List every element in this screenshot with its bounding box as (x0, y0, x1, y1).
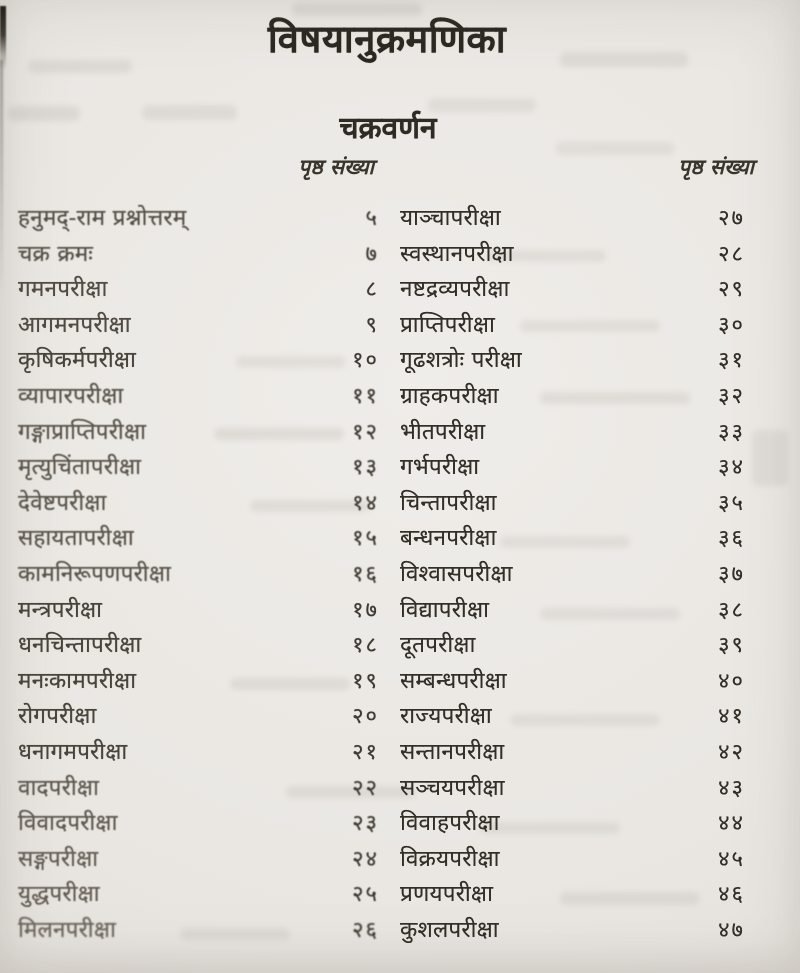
toc-entry-label: सहायतापरीक्षा (18, 525, 134, 552)
toc-right-column (400, 201, 745, 948)
toc-entry-page: २६ (352, 917, 379, 943)
toc-entry-page: २८ (718, 241, 745, 267)
toc-row (18, 237, 379, 273)
toc-row (18, 735, 379, 771)
toc-entry-label: युद्धपरीक्षा (18, 881, 100, 908)
toc-row (400, 379, 745, 415)
toc-entry-page: ३७ (718, 561, 745, 587)
toc-entry-page: २५ (352, 882, 379, 908)
toc-entry-label: देवेष्टपरीक्षा (18, 489, 107, 516)
toc-row (400, 771, 745, 807)
toc-row (400, 450, 745, 486)
toc-row (400, 842, 745, 878)
bleedthrough-smudge (752, 430, 788, 486)
column-header-right: पृष्ठ संख्या (678, 154, 754, 179)
toc-entry-page: ४५ (718, 846, 745, 872)
toc-entry-label: याञ्चापरीक्षा (400, 205, 501, 231)
toc-entry-label: प्रणयपरीक्षा (400, 881, 494, 908)
toc-row (18, 486, 379, 522)
toc-entry-page: १० (352, 348, 379, 374)
toc-entry-label: नष्टद्रव्यपरीक्षा (400, 276, 510, 303)
toc-entry-label: प्राप्तिपरीक्षा (400, 311, 495, 338)
toc-row (18, 628, 379, 664)
toc-row (400, 699, 745, 735)
toc-row (18, 521, 379, 557)
toc-entry-page: २२ (352, 775, 379, 801)
toc-left-column (18, 201, 379, 948)
toc-entry-label: चिन्तापरीक्षा (400, 489, 497, 516)
toc-entry-page: ७ (365, 241, 379, 267)
toc-entry-page: ४२ (718, 739, 745, 765)
toc-entry-page: १६ (352, 561, 379, 587)
toc-entry-label: मृत्युचिंतापरीक्षा (18, 454, 142, 481)
section-heading: चक्रवर्णन (339, 111, 437, 146)
toc-entry-label: सङ्गपरीक्षा (18, 845, 99, 872)
toc-row (400, 735, 745, 771)
toc-row (18, 699, 379, 735)
toc-entry-page: ३९ (718, 633, 745, 659)
toc-row (400, 415, 745, 451)
toc-row (18, 343, 379, 379)
toc-entry-label: राज्यपरीक्षा (400, 703, 492, 730)
toc-entry-page: १४ (352, 490, 379, 516)
toc-row (18, 664, 379, 700)
toc-row (400, 593, 745, 629)
toc-entry-page: ३४ (718, 455, 745, 481)
toc-entry-page: ५ (365, 206, 379, 231)
toc-row (400, 201, 745, 237)
toc-entry-page: ४० (718, 668, 745, 694)
toc-entry-label: विश्वासपरीक्षा (400, 560, 513, 587)
toc-entry-label: विद्यापरीक्षा (400, 596, 490, 623)
toc-entry-page: १२ (352, 419, 379, 445)
toc-row (18, 877, 379, 913)
toc-entry-label: कृषिकर्मपरीक्षा (18, 347, 137, 374)
toc-entry-label: गमनपरीक्षा (18, 276, 108, 303)
toc-row (18, 201, 379, 237)
toc-entry-page: १९ (352, 668, 379, 694)
toc-entry-label: मनःकामपरीक्षा (18, 667, 137, 694)
toc-row (400, 343, 745, 379)
toc-row (400, 272, 745, 308)
toc-row (18, 308, 379, 344)
column-header-left: पृष्ठ संख्या (298, 154, 374, 179)
page-title: विषयानुक्रमणिका (267, 16, 507, 61)
toc-entry-label: कुशलपरीक्षा (400, 916, 499, 943)
toc-row (18, 771, 379, 807)
toc-entry-page: १८ (352, 633, 379, 659)
toc-entry-label: स्वस्थानपरीक्षा (400, 240, 514, 267)
toc-entry-page: ३६ (718, 526, 745, 552)
toc-entry-label: बन्धनपरीक्षा (400, 525, 497, 552)
toc-entry-page: ४३ (718, 775, 745, 801)
toc-entry-label: ग्राहकपरीक्षा (400, 382, 499, 409)
toc-row (400, 664, 745, 700)
toc-entry-label: कामनिरूपणपरीक्षा (18, 560, 171, 587)
toc-entry-label: धनचिन्तापरीक्षा (18, 632, 142, 659)
toc-row (18, 557, 379, 593)
toc-entry-label: चक्र क्रमः (18, 240, 93, 267)
toc-entry-label: मन्त्रपरीक्षा (18, 596, 103, 623)
toc-entry-page: २७ (718, 206, 745, 231)
toc-row (400, 877, 745, 913)
toc-row (400, 913, 745, 949)
toc-entry-label: दूतपरीक्षा (400, 632, 476, 659)
toc-entry-page: ११ (352, 383, 379, 409)
toc-entry-label: विवाहपरीक्षा (400, 810, 500, 837)
toc-entry-page: ८ (365, 277, 379, 303)
toc-entry-label: सन्तानपरीक्षा (400, 738, 505, 765)
toc-row (18, 379, 379, 415)
toc-row (400, 237, 745, 273)
toc-entry-label: सम्बन्धपरीक्षा (400, 667, 507, 694)
toc-row (18, 415, 379, 451)
toc-row (400, 628, 745, 664)
toc-entry-label: विवादपरीक्षा (18, 810, 118, 837)
toc-entry-page: ३२ (718, 383, 745, 409)
toc-entry-page: ४४ (718, 811, 745, 837)
toc-entry-label: व्यापारपरीक्षा (18, 382, 124, 409)
toc-entry-label: आगमनपरीक्षा (18, 311, 131, 338)
toc-row (400, 308, 745, 344)
toc-entry-page: २० (352, 704, 379, 730)
toc-entry-page: १३ (352, 455, 379, 481)
toc-entry-label: हनुमद्-राम प्रश्नोत्तरम् (18, 205, 187, 231)
toc-entry-page: ३५ (718, 490, 745, 516)
toc-entry-page: २४ (352, 846, 379, 872)
toc-entry-page: ४७ (718, 917, 745, 943)
toc-entry-page: २९ (718, 277, 745, 303)
toc-entry-page: १५ (352, 526, 379, 552)
toc-row (18, 450, 379, 486)
toc-row (18, 913, 379, 949)
toc-row (400, 806, 745, 842)
toc-entry-label: गूढशत्रोः परीक्षा (400, 347, 522, 374)
toc-entry-label: सञ्चयपरीक्षा (400, 774, 505, 801)
toc-entry-label: भीतपरीक्षा (400, 418, 486, 445)
toc-entry-page: ३१ (718, 348, 745, 374)
toc-row (18, 272, 379, 308)
toc-entry-label: रोगपरीक्षा (18, 703, 97, 730)
toc-row (400, 521, 745, 557)
toc-entry-page: ९ (365, 312, 379, 338)
toc-entry-page: ३८ (718, 597, 745, 623)
toc-row (400, 486, 745, 522)
toc-entry-page: ३३ (718, 419, 745, 445)
toc-entry-label: मिलनपरीक्षा (18, 916, 116, 943)
toc-entry-page: २३ (352, 811, 379, 837)
toc-row (400, 557, 745, 593)
toc-row (18, 842, 379, 878)
toc-entry-label: गर्भपरीक्षा (400, 454, 480, 481)
toc-entry-label: गङ्गाप्राप्तिपरीक्षा (18, 418, 147, 445)
toc-entry-page: २१ (352, 739, 379, 765)
toc-entry-page: ४६ (718, 882, 745, 908)
toc-row (18, 593, 379, 629)
toc-entry-label: वादपरीक्षा (18, 774, 100, 801)
toc-entry-label: विक्रयपरीक्षा (400, 845, 500, 872)
toc-row (18, 806, 379, 842)
toc-entry-page: ३० (718, 312, 745, 338)
toc-entry-label: धनागमपरीक्षा (18, 738, 128, 765)
toc-entry-page: १७ (352, 597, 379, 623)
toc-entry-page: ४१ (718, 704, 745, 730)
